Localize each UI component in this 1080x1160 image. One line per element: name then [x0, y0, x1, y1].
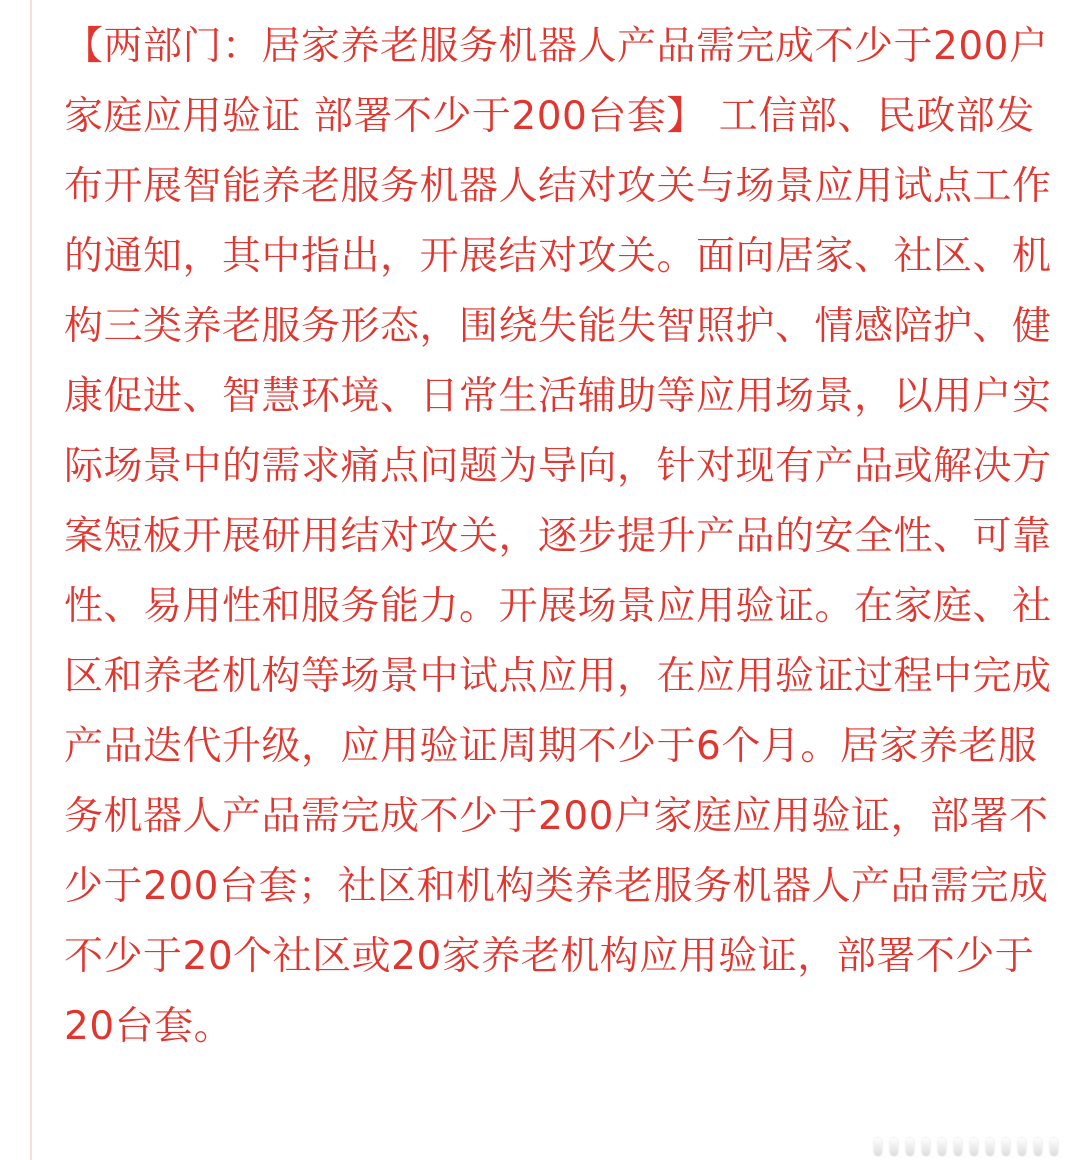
post-body-text: 【两部门：居家养老服务机器人产品需完成不少于200户家庭应用验证 部署不少于200台套】 工信部、民政部发布开展智能养老服务机器人结对攻关与场景应用试点工作的通知，其中指出，开展结对攻关。面向居家、社区、机构三类养老服务形态，围绕失能失智照护、情感陪护、健康促进、智慧环境、日常生活辅助等应用场景，以用户实际场景中的需求痛点问题为导向，针对现有产品或解决方案短板开展研用结对攻关，逐步提升产品的安全性、可靠性、易用性和服务能力。开展场景应用验证。在家庭、社区和养老机构等场景中试点应用，在应用验证过程中完成产品迭代升级，应用验证周期不少于6个月。居家养老服务机器人产品需完成不少于200户家庭应用验证，部署不少于200台套；社区和机构类养老服务机器人产品需完成不少于20个社区或20家养老机构应用验证，部署不少于20台套。 — [64, 24, 1052, 1049]
watermark-icon — [874, 1138, 1058, 1156]
left-divider — [30, 0, 32, 1160]
